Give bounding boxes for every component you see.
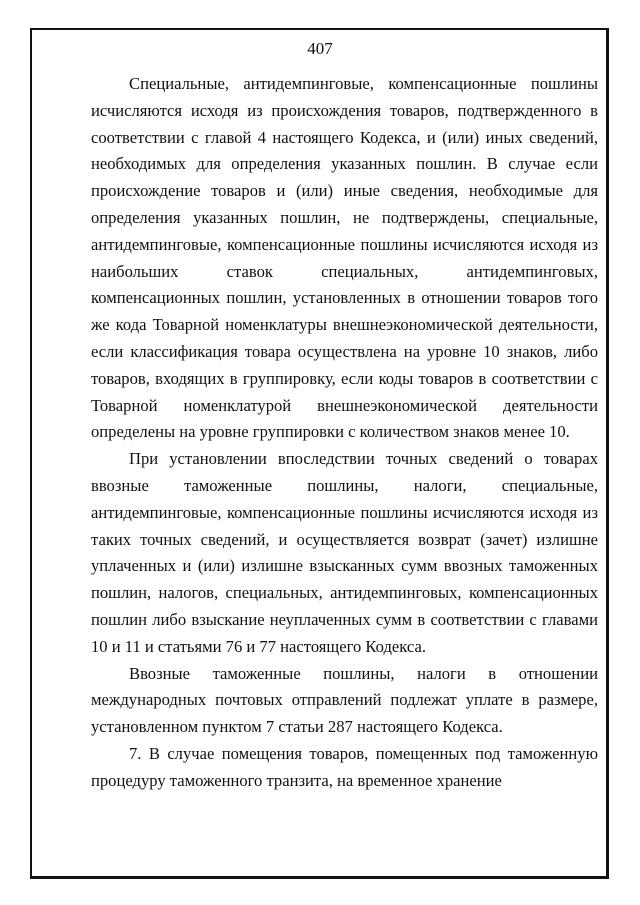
paragraph: 7. В случае помещения товаров, помещенных под таможенную процедуру таможенного транзита, на временное хранение: [91, 743, 598, 790]
document-body: [91, 71, 598, 795]
paragraph: При установлении впоследствии точных сведений о товарах ввозные таможенные пошлины, налоги, специальные, антидемпинговые, компенсационные пошлины исчисляются исходя из таких точных сведений, и осуществляется возврат (зачет) излишне уплаченных и (или) излишне взысканных сумм ввозных таможенных пошлин, налогов, специальных, антидемпинговых, компенсационных пошлин либо взыскание неуплаченных сумм в соответствии с главами 10 и 11 и статьями 76 и 77 настоящего Кодекса.: [91, 449, 598, 656]
paragraph: Специальные, антидемпинговые, компенсационные пошлины исчисляются исходя из происхождения товаров, подтвержденного в соответствии с главой 4 настоящего Кодекса, и (или) иных сведений, необходимых для определения указанных пошлин. В случае если происхождение товаров и (или) иные сведения, необходимые для определения указанных пошлин, не подтверждены, специальные, антидемпинговые, компенсационные пошлины исчисляются исходя из наибольших ставок специальных, антидемпинговых, компенсационных пошлин, установленных в отношении товаров того же кода Товарной номенклатуры внешнеэкономической деятельности, если классификация товара осуществлена на уровне 10 знаков, либо товаров, входящих в группировку, если коды товаров в соответствии с Товарной номенклатурой внешнеэкономической деятельности определены на уровне группировки с количеством знаков менее 10.: [91, 74, 598, 442]
paragraph: Ввозные таможенные пошлины, налоги в отношении международных почтовых отправлений подлежат уплате в размере, установленном пунктом 7 статьи 287 настоящего Кодекса.: [91, 663, 598, 737]
page-number: 407: [307, 39, 333, 58]
